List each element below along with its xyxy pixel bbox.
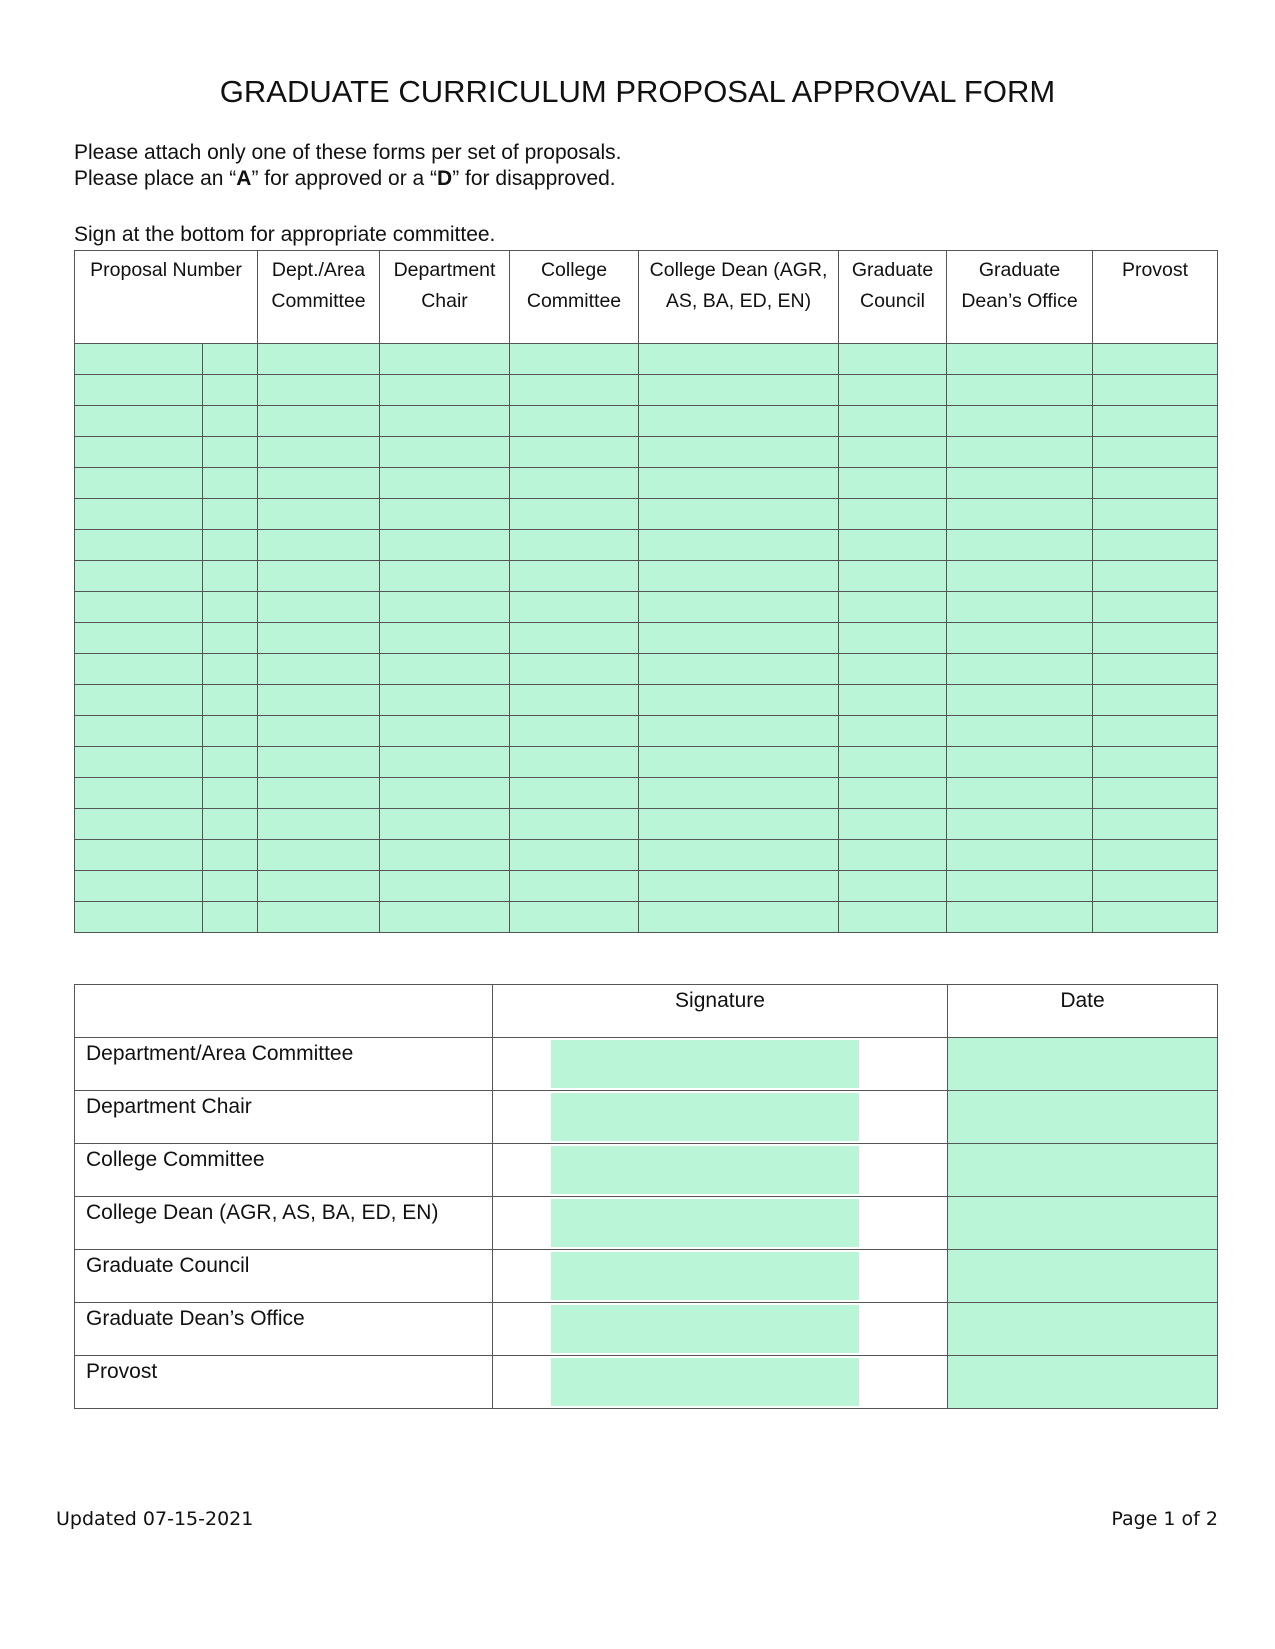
proposal-number-field[interactable] <box>75 840 203 871</box>
approval-field[interactable] <box>839 809 947 840</box>
column-header: College Committee <box>510 251 639 344</box>
column-header: Dept./Area Committee <box>258 251 380 344</box>
approval-field[interactable] <box>510 902 639 933</box>
approval-field[interactable] <box>1093 809 1218 840</box>
approval-field[interactable] <box>839 778 947 809</box>
approval-field[interactable] <box>839 623 947 654</box>
approval-field[interactable] <box>380 344 510 375</box>
approval-field[interactable] <box>258 716 380 747</box>
proposal-row <box>75 840 1218 871</box>
date-field[interactable] <box>948 1091 1218 1144</box>
signature-row <box>75 1038 1218 1091</box>
approval-field[interactable] <box>510 468 639 499</box>
approval-field[interactable] <box>380 468 510 499</box>
approval-field[interactable] <box>258 375 380 406</box>
approval-field[interactable] <box>947 375 1093 406</box>
proposal-number-field[interactable] <box>75 685 203 716</box>
approval-field[interactable] <box>510 809 639 840</box>
approval-field[interactable] <box>839 561 947 592</box>
instruction-line-3: Sign at the bottom for appropriate committee. <box>74 223 496 246</box>
approval-field[interactable] <box>947 778 1093 809</box>
approval-field[interactable] <box>947 344 1093 375</box>
column-header: Provost <box>1093 251 1218 344</box>
approval-field[interactable] <box>839 685 947 716</box>
proposal-row <box>75 778 1218 809</box>
proposal-number-field[interactable] <box>75 344 203 375</box>
signature-cell <box>493 1144 948 1197</box>
signature-row <box>75 1144 1218 1197</box>
approval-field[interactable] <box>380 685 510 716</box>
approval-field[interactable] <box>1093 685 1218 716</box>
approval-field[interactable] <box>258 809 380 840</box>
approval-field[interactable] <box>510 530 639 561</box>
approval-field[interactable] <box>258 747 380 778</box>
approval-field[interactable] <box>258 623 380 654</box>
approval-field[interactable] <box>203 809 258 840</box>
approval-field[interactable] <box>639 437 839 468</box>
approval-field[interactable] <box>639 468 839 499</box>
approval-field[interactable] <box>839 499 947 530</box>
approval-field[interactable] <box>639 561 839 592</box>
approval-field[interactable] <box>203 468 258 499</box>
approval-field[interactable] <box>203 747 258 778</box>
approval-field[interactable] <box>639 747 839 778</box>
proposal-number-field[interactable] <box>75 437 203 468</box>
signature-table <box>74 984 1218 1409</box>
approval-field[interactable] <box>947 747 1093 778</box>
date-field[interactable] <box>948 1356 1218 1409</box>
approval-field[interactable] <box>510 778 639 809</box>
proposal-row <box>75 809 1218 840</box>
proposal-number-field[interactable] <box>75 747 203 778</box>
proposal-number-field[interactable] <box>75 592 203 623</box>
approval-field[interactable] <box>510 437 639 468</box>
date-field[interactable] <box>948 1197 1218 1250</box>
approval-field[interactable] <box>947 468 1093 499</box>
approval-field[interactable] <box>639 654 839 685</box>
proposal-row <box>75 902 1218 933</box>
approval-field[interactable] <box>380 747 510 778</box>
signature-row-label: Department Chair <box>75 1091 493 1144</box>
approval-field[interactable] <box>1093 592 1218 623</box>
approval-field[interactable] <box>947 530 1093 561</box>
proposal-row <box>75 437 1218 468</box>
signature-field[interactable] <box>551 1305 859 1353</box>
signature-row <box>75 1303 1218 1356</box>
approval-field[interactable] <box>1093 623 1218 654</box>
approval-field[interactable] <box>510 499 639 530</box>
signature-row-label: Graduate Dean’s Office <box>75 1303 493 1356</box>
approval-field[interactable] <box>510 623 639 654</box>
approval-field[interactable] <box>203 561 258 592</box>
approval-field[interactable] <box>510 747 639 778</box>
approval-field[interactable] <box>1093 406 1218 437</box>
approval-field[interactable] <box>639 778 839 809</box>
approval-field[interactable] <box>203 685 258 716</box>
signature-field[interactable] <box>551 1146 859 1194</box>
page-number: Page 1 of 2 <box>1111 1508 1218 1530</box>
signature-header: Signature <box>493 985 948 1038</box>
approval-field[interactable] <box>639 840 839 871</box>
signature-row-label: College Committee <box>75 1144 493 1197</box>
approval-field[interactable] <box>1093 747 1218 778</box>
approval-field[interactable] <box>1093 530 1218 561</box>
approval-field[interactable] <box>839 344 947 375</box>
approval-field[interactable] <box>380 840 510 871</box>
approval-field[interactable] <box>380 809 510 840</box>
approval-field[interactable] <box>639 871 839 902</box>
approval-field[interactable] <box>258 654 380 685</box>
approval-field[interactable] <box>203 344 258 375</box>
approval-field[interactable] <box>839 902 947 933</box>
approval-field[interactable] <box>1093 871 1218 902</box>
approval-field[interactable] <box>1093 375 1218 406</box>
proposal-number-field[interactable] <box>75 375 203 406</box>
approval-field[interactable] <box>639 344 839 375</box>
approval-field[interactable] <box>947 592 1093 623</box>
signature-cell <box>493 1303 948 1356</box>
approval-field[interactable] <box>839 530 947 561</box>
signature-row-label: Department/Area Committee <box>75 1038 493 1091</box>
column-header: College Dean (AGR, AS, BA, ED, EN) <box>639 251 839 344</box>
column-header: Graduate Dean’s Office <box>947 251 1093 344</box>
approval-field[interactable] <box>947 871 1093 902</box>
date-field[interactable] <box>948 1250 1218 1303</box>
approval-field[interactable] <box>258 406 380 437</box>
approval-field[interactable] <box>380 871 510 902</box>
proposal-row <box>75 747 1218 778</box>
column-header: Graduate Council <box>839 251 947 344</box>
approval-field[interactable] <box>639 375 839 406</box>
approval-field[interactable] <box>380 499 510 530</box>
signature-cell <box>493 1091 948 1144</box>
approval-field[interactable] <box>510 592 639 623</box>
approval-field[interactable] <box>203 902 258 933</box>
approval-field[interactable] <box>639 902 839 933</box>
signature-row <box>75 1250 1218 1303</box>
approval-field[interactable] <box>839 437 947 468</box>
approval-field[interactable] <box>510 375 639 406</box>
approval-field[interactable] <box>947 654 1093 685</box>
approval-field[interactable] <box>1093 499 1218 530</box>
approval-field[interactable] <box>258 468 380 499</box>
approval-field[interactable] <box>1093 344 1218 375</box>
approval-field[interactable] <box>380 623 510 654</box>
approval-field[interactable] <box>380 406 510 437</box>
signature-field[interactable] <box>551 1040 859 1088</box>
proposal-number-field[interactable] <box>75 809 203 840</box>
approval-field[interactable] <box>510 344 639 375</box>
approval-field[interactable] <box>947 406 1093 437</box>
approval-field[interactable] <box>639 685 839 716</box>
proposal-number-field[interactable] <box>75 871 203 902</box>
proposal-row <box>75 375 1218 406</box>
date-field[interactable] <box>948 1303 1218 1356</box>
approval-field[interactable] <box>258 344 380 375</box>
proposal-row <box>75 592 1218 623</box>
approval-field[interactable] <box>947 716 1093 747</box>
approval-field[interactable] <box>639 406 839 437</box>
proposal-table <box>74 250 1218 933</box>
approval-field[interactable] <box>258 592 380 623</box>
proposal-row <box>75 344 1218 375</box>
signature-cell <box>493 1038 948 1091</box>
approval-field[interactable] <box>839 375 947 406</box>
approval-field[interactable] <box>203 437 258 468</box>
approval-field[interactable] <box>510 871 639 902</box>
approval-field[interactable] <box>839 654 947 685</box>
approval-field[interactable] <box>203 871 258 902</box>
proposal-number-field[interactable] <box>75 530 203 561</box>
proposal-number-field[interactable] <box>75 499 203 530</box>
approval-field[interactable] <box>947 437 1093 468</box>
approval-field[interactable] <box>839 716 947 747</box>
signature-cell <box>493 1197 948 1250</box>
approval-field[interactable] <box>947 685 1093 716</box>
approval-field[interactable] <box>380 530 510 561</box>
approval-field[interactable] <box>203 592 258 623</box>
approval-field[interactable] <box>839 406 947 437</box>
approval-field[interactable] <box>1093 840 1218 871</box>
signature-cell <box>493 1250 948 1303</box>
approval-field[interactable] <box>380 437 510 468</box>
approval-field[interactable] <box>639 716 839 747</box>
approval-field[interactable] <box>258 840 380 871</box>
proposal-row <box>75 406 1218 437</box>
signature-row-label: College Dean (AGR, AS, BA, ED, EN) <box>75 1197 493 1250</box>
approval-field[interactable] <box>510 840 639 871</box>
proposal-row <box>75 871 1218 902</box>
approval-field[interactable] <box>639 499 839 530</box>
approval-field[interactable] <box>380 561 510 592</box>
proposal-row <box>75 716 1218 747</box>
approval-field[interactable] <box>947 623 1093 654</box>
approval-field[interactable] <box>639 530 839 561</box>
approval-field[interactable] <box>839 468 947 499</box>
proposal-number-field[interactable] <box>75 654 203 685</box>
approval-field[interactable] <box>1093 902 1218 933</box>
approval-field[interactable] <box>947 561 1093 592</box>
approval-field[interactable] <box>258 437 380 468</box>
proposal-number-field[interactable] <box>75 716 203 747</box>
approval-field[interactable] <box>510 716 639 747</box>
approval-field[interactable] <box>258 685 380 716</box>
approval-field[interactable] <box>380 902 510 933</box>
approval-field[interactable] <box>639 623 839 654</box>
signature-row-label: Provost <box>75 1356 493 1409</box>
approval-field[interactable] <box>639 592 839 623</box>
signature-field[interactable] <box>551 1199 859 1247</box>
approval-field[interactable] <box>258 530 380 561</box>
approval-field[interactable] <box>203 716 258 747</box>
proposal-number-field[interactable] <box>75 406 203 437</box>
approval-field[interactable] <box>203 375 258 406</box>
approval-field[interactable] <box>1093 468 1218 499</box>
approval-field[interactable] <box>510 654 639 685</box>
approval-field[interactable] <box>1093 716 1218 747</box>
approval-field[interactable] <box>203 778 258 809</box>
proposal-row <box>75 654 1218 685</box>
approval-field[interactable] <box>258 561 380 592</box>
approval-field[interactable] <box>947 499 1093 530</box>
date-header: Date <box>948 985 1218 1038</box>
signature-field[interactable] <box>551 1252 859 1300</box>
approval-field[interactable] <box>258 902 380 933</box>
approval-field[interactable] <box>203 623 258 654</box>
approval-field[interactable] <box>203 406 258 437</box>
proposal-number-field[interactable] <box>75 778 203 809</box>
form-title: GRADUATE CURRICULUM PROPOSAL APPROVAL FORM <box>219 74 1056 109</box>
updated-date: Updated 07-15-2021 <box>56 1508 254 1530</box>
date-field[interactable] <box>948 1038 1218 1091</box>
signature-field[interactable] <box>551 1358 859 1406</box>
column-header: Proposal Number <box>75 251 258 344</box>
signature-row <box>75 1091 1218 1144</box>
approval-field[interactable] <box>258 871 380 902</box>
approval-field[interactable] <box>1093 561 1218 592</box>
approval-field[interactable] <box>839 871 947 902</box>
approval-field[interactable] <box>839 592 947 623</box>
proposal-row <box>75 530 1218 561</box>
approval-field[interactable] <box>947 902 1093 933</box>
signature-cell <box>493 1356 948 1409</box>
approval-field[interactable] <box>258 499 380 530</box>
approval-field[interactable] <box>1093 778 1218 809</box>
proposal-row <box>75 623 1218 654</box>
proposal-row <box>75 499 1218 530</box>
proposal-number-field[interactable] <box>75 561 203 592</box>
instruction-line-2: Please place an “A” for approved or a “D” for disapproved. <box>74 167 616 190</box>
approval-field[interactable] <box>380 716 510 747</box>
signature-row <box>75 1356 1218 1409</box>
approval-field[interactable] <box>839 840 947 871</box>
column-header: Department Chair <box>380 251 510 344</box>
approval-field[interactable] <box>380 592 510 623</box>
signature-field[interactable] <box>551 1093 859 1141</box>
proposal-number-field[interactable] <box>75 623 203 654</box>
date-field[interactable] <box>948 1144 1218 1197</box>
approval-field[interactable] <box>380 778 510 809</box>
approval-field[interactable] <box>203 530 258 561</box>
approval-field[interactable] <box>1093 654 1218 685</box>
proposal-row <box>75 685 1218 716</box>
approval-field[interactable] <box>203 840 258 871</box>
approval-field[interactable] <box>510 561 639 592</box>
approval-field[interactable] <box>380 654 510 685</box>
proposal-number-field[interactable] <box>75 902 203 933</box>
approval-field[interactable] <box>510 685 639 716</box>
approval-field[interactable] <box>947 840 1093 871</box>
approval-field[interactable] <box>839 747 947 778</box>
approval-field[interactable] <box>203 499 258 530</box>
proposal-number-field[interactable] <box>75 468 203 499</box>
approval-field[interactable] <box>510 406 639 437</box>
approval-field[interactable] <box>1093 437 1218 468</box>
signature-header-blank <box>75 985 493 1038</box>
proposal-row <box>75 468 1218 499</box>
proposal-row <box>75 561 1218 592</box>
approval-field[interactable] <box>947 809 1093 840</box>
instruction-line-1: Please attach only one of these forms per set of proposals. <box>74 141 622 164</box>
approval-field[interactable] <box>203 654 258 685</box>
approval-field[interactable] <box>380 375 510 406</box>
signature-row-label: Graduate Council <box>75 1250 493 1303</box>
approval-field[interactable] <box>639 809 839 840</box>
approval-field[interactable] <box>258 778 380 809</box>
signature-row <box>75 1197 1218 1250</box>
